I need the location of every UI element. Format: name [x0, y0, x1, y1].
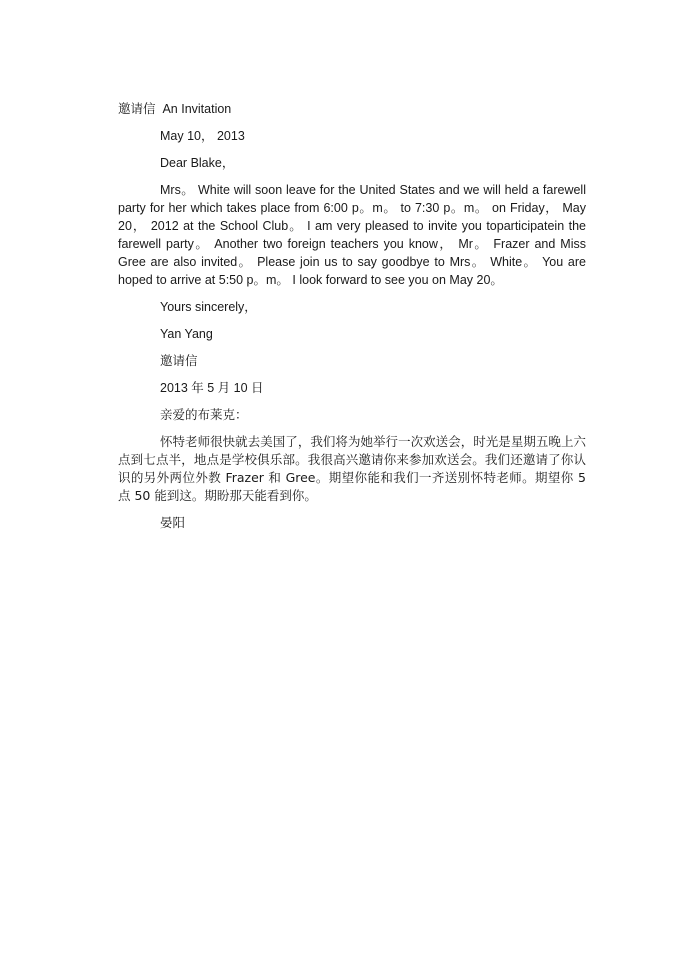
heading-en: An Invitation	[162, 102, 232, 116]
title-cn: 邀请信	[160, 353, 198, 368]
body-en: Mrs。 White will soon leave for the United States and we will held a farewell party for her which takes place from 6:00 p。m。 to 7:30 p。m。 on Friday， May 20， 2012 at the School Club。 I am very pleased to invite you toparticipatein the farewell party。 Another two foreign teachers you know， Mr。 Frazer and Miss Gree are also invited。 Please join us to say goodbye to Mrs。 White。 You are hoped to arrive at 5:50 p。m。 I look forward to see you on May 20。	[118, 183, 586, 287]
heading-cn: 邀请信	[118, 101, 156, 116]
salutation-cn: 亲爱的布莱克：	[160, 407, 248, 422]
salutation-en: Dear Blake，	[160, 156, 235, 170]
heading-line	[118, 100, 586, 118]
date-en: May 10， 2013	[160, 129, 245, 143]
body-cn: 怀特老师很快就去美国了，我们将为她举行一次欢送会，时光是星期五晚上六点到七点半，地点是学校俱乐部。我很高兴邀请你来参加欢送会。我们还邀请了你认识的另外两位外教 Frazer 和 Gree。期望你能和我们一齐送别怀特老师。期望你 5 点 50 能到这。期盼那天能看到你。	[118, 434, 586, 503]
closing-en: Yours sincerely，	[160, 300, 257, 314]
date-cn: 2013 年 5 月 10 日	[160, 381, 264, 395]
signature-en: Yan Yang	[160, 327, 213, 341]
signature-cn: 晏阳	[160, 515, 186, 530]
letter-content	[118, 100, 586, 532]
